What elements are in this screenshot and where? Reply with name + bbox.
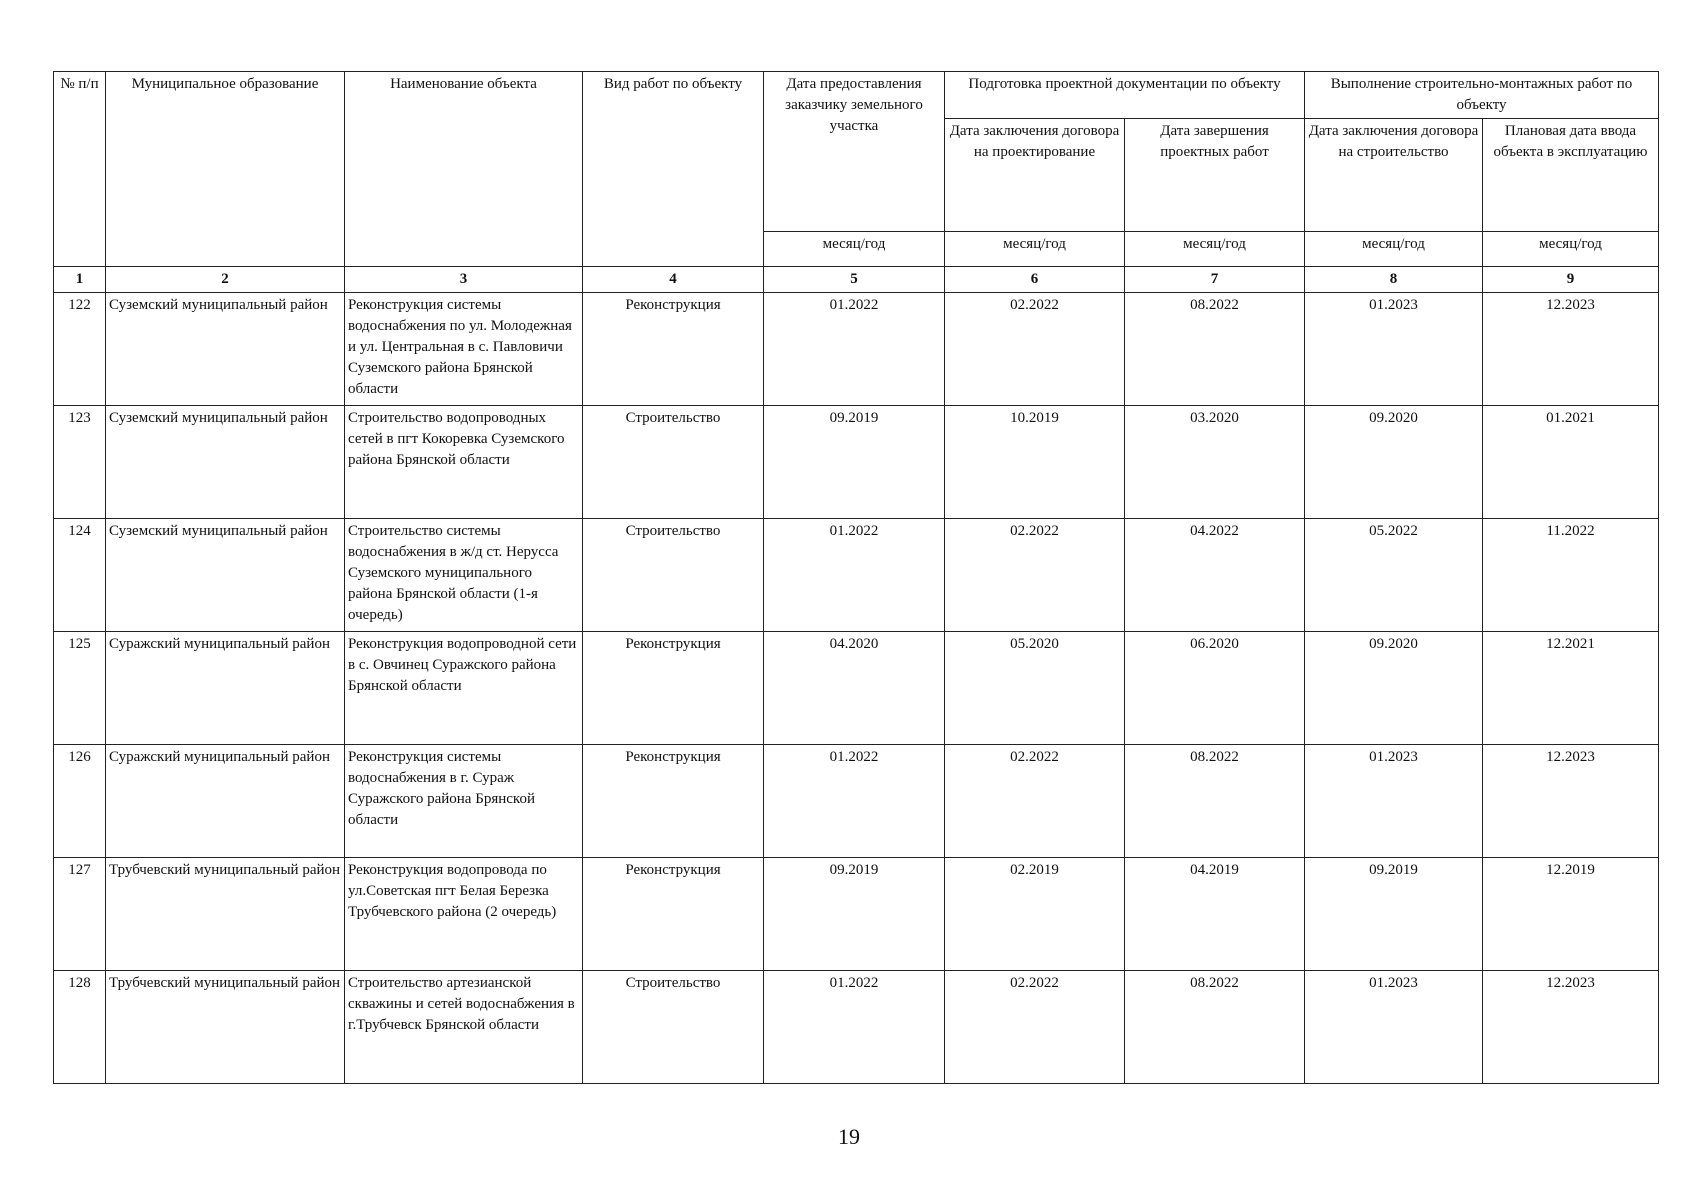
municipality-cell: Суземский муниципальный район xyxy=(106,519,345,632)
column-number: 3 xyxy=(345,267,583,293)
municipality-cell: Суражский муниципальный район xyxy=(106,745,345,858)
header-group-design: Подготовка проектной документации по объекту xyxy=(945,72,1305,119)
header-design-contract-date: Дата заключения договора на проектирование xyxy=(945,119,1125,232)
header-number: № п/п xyxy=(54,72,106,267)
row-number: 124 xyxy=(54,519,106,632)
municipality-cell: Суражский муниципальный район xyxy=(106,632,345,745)
design-contract-cell: 02.2022 xyxy=(945,293,1125,406)
land-date-cell: 04.2020 xyxy=(764,632,945,745)
column-number: 1 xyxy=(54,267,106,293)
object-name-cell: Строительство системы водоснабжения в ж/д ст. Нерусса Суземского муниципального района Брянской области (1-я очередь) xyxy=(345,519,583,632)
design-end-cell: 04.2022 xyxy=(1125,519,1305,632)
table-row xyxy=(54,406,1659,519)
row-number: 127 xyxy=(54,858,106,971)
object-name-cell: Реконструкция системы водоснабжения в г. Сураж Суражского района Брянской области xyxy=(345,745,583,858)
municipality-cell: Суземский муниципальный район xyxy=(106,293,345,406)
commission-cell: 12.2019 xyxy=(1483,858,1659,971)
unit-label: месяц/год xyxy=(764,232,945,267)
object-name-cell: Строительство водопроводных сетей в пгт Кокоревка Суземского района Брянской области xyxy=(345,406,583,519)
build-contract-cell: 01.2023 xyxy=(1305,293,1483,406)
table-row xyxy=(54,858,1659,971)
design-contract-cell: 02.2022 xyxy=(945,745,1125,858)
column-number: 7 xyxy=(1125,267,1305,293)
row-number: 126 xyxy=(54,745,106,858)
build-contract-cell: 09.2020 xyxy=(1305,406,1483,519)
land-date-cell: 09.2019 xyxy=(764,406,945,519)
commission-cell: 12.2021 xyxy=(1483,632,1659,745)
row-number: 128 xyxy=(54,971,106,1084)
table-row xyxy=(54,632,1659,745)
work-type-cell: Реконструкция xyxy=(583,293,764,406)
header-build-contract-date: Дата заключения договора на строительство xyxy=(1305,119,1483,232)
header-commission-date: Плановая дата ввода объекта в эксплуатацию xyxy=(1483,119,1659,232)
object-name-cell: Реконструкция системы водоснабжения по ул. Молодежная и ул. Центральная в с. Павловичи Суземского района Брянской области xyxy=(345,293,583,406)
commission-cell: 12.2023 xyxy=(1483,293,1659,406)
column-number: 6 xyxy=(945,267,1125,293)
column-number: 9 xyxy=(1483,267,1659,293)
design-contract-cell: 10.2019 xyxy=(945,406,1125,519)
header-object: Наименование объекта xyxy=(345,72,583,267)
work-type-cell: Строительство xyxy=(583,406,764,519)
object-name-cell: Реконструкция водопровода по ул.Советская пгт Белая Березка Трубчевского района (2 очередь) xyxy=(345,858,583,971)
row-number: 122 xyxy=(54,293,106,406)
commission-cell: 01.2021 xyxy=(1483,406,1659,519)
design-end-cell: 08.2022 xyxy=(1125,745,1305,858)
object-name-cell: Строительство артезианской скважины и сетей водоснабжения в г.Трубчевск Брянской области xyxy=(345,971,583,1084)
header-design-end-date: Дата завершения проектных работ xyxy=(1125,119,1305,232)
table-row xyxy=(54,745,1659,858)
municipality-cell: Трубчевский муниципальный район xyxy=(106,858,345,971)
design-contract-cell: 05.2020 xyxy=(945,632,1125,745)
row-number: 123 xyxy=(54,406,106,519)
page-number: 19 xyxy=(838,1124,860,1149)
design-end-cell: 03.2020 xyxy=(1125,406,1305,519)
build-contract-cell: 01.2023 xyxy=(1305,971,1483,1084)
table-row xyxy=(54,519,1659,632)
column-number: 5 xyxy=(764,267,945,293)
commission-cell: 12.2023 xyxy=(1483,971,1659,1084)
commission-cell: 12.2023 xyxy=(1483,745,1659,858)
column-number: 2 xyxy=(106,267,345,293)
design-end-cell: 08.2022 xyxy=(1125,293,1305,406)
design-contract-cell: 02.2019 xyxy=(945,858,1125,971)
unit-label: месяц/год xyxy=(945,232,1125,267)
header-work-type: Вид работ по объекту xyxy=(583,72,764,267)
header-group-construction: Выполнение строительно-монтажных работ по объекту xyxy=(1305,72,1659,119)
work-type-cell: Строительство xyxy=(583,971,764,1084)
table-row xyxy=(54,293,1659,406)
land-date-cell: 01.2022 xyxy=(764,745,945,858)
design-end-cell: 04.2019 xyxy=(1125,858,1305,971)
table-row xyxy=(54,971,1659,1084)
work-type-cell: Реконструкция xyxy=(583,858,764,971)
unit-label: месяц/год xyxy=(1483,232,1659,267)
work-type-cell: Реконструкция xyxy=(583,745,764,858)
build-contract-cell: 01.2023 xyxy=(1305,745,1483,858)
build-contract-cell: 09.2019 xyxy=(1305,858,1483,971)
land-date-cell: 01.2022 xyxy=(764,293,945,406)
design-contract-cell: 02.2022 xyxy=(945,971,1125,1084)
unit-label: месяц/год xyxy=(1125,232,1305,267)
land-date-cell: 01.2022 xyxy=(764,971,945,1084)
objects-table xyxy=(53,71,1659,1084)
work-type-cell: Реконструкция xyxy=(583,632,764,745)
design-end-cell: 08.2022 xyxy=(1125,971,1305,1084)
row-number: 125 xyxy=(54,632,106,745)
design-end-cell: 06.2020 xyxy=(1125,632,1305,745)
build-contract-cell: 09.2020 xyxy=(1305,632,1483,745)
municipality-cell: Суземский муниципальный район xyxy=(106,406,345,519)
build-contract-cell: 05.2022 xyxy=(1305,519,1483,632)
land-date-cell: 01.2022 xyxy=(764,519,945,632)
work-type-cell: Строительство xyxy=(583,519,764,632)
column-number: 4 xyxy=(583,267,764,293)
header-municipality: Муниципальное образование xyxy=(106,72,345,267)
column-number: 8 xyxy=(1305,267,1483,293)
municipality-cell: Трубчевский муниципальный район xyxy=(106,971,345,1084)
unit-label: месяц/год xyxy=(1305,232,1483,267)
design-contract-cell: 02.2022 xyxy=(945,519,1125,632)
object-name-cell: Реконструкция водопроводной сети в с. Овчинец Суражского района Брянской области xyxy=(345,632,583,745)
commission-cell: 11.2022 xyxy=(1483,519,1659,632)
header-land-date: Дата предоставления заказчику земельного участка xyxy=(764,72,945,232)
land-date-cell: 09.2019 xyxy=(764,858,945,971)
